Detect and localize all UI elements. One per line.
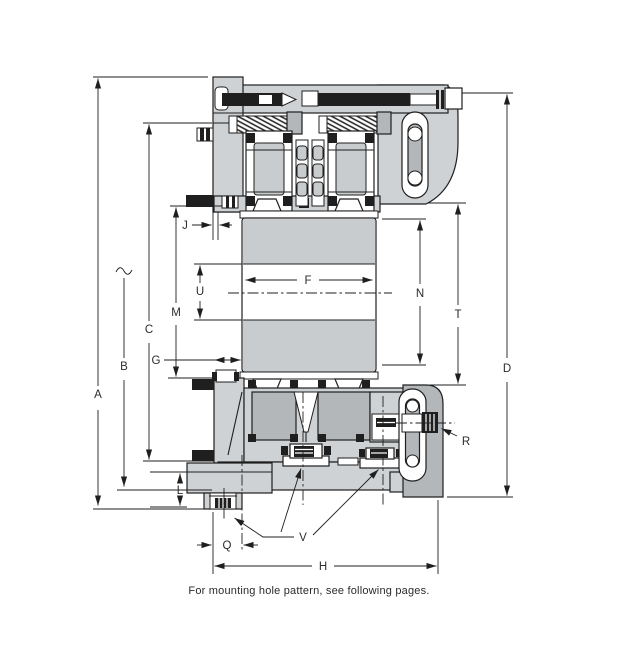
left-foot xyxy=(187,463,272,509)
dim-label-G: G xyxy=(151,355,161,367)
dim-D xyxy=(503,95,511,496)
dim-label-J: J xyxy=(182,220,188,232)
roll-section xyxy=(240,199,378,391)
dim-H xyxy=(215,561,437,573)
dim-J xyxy=(182,220,232,232)
dim-label-C: C xyxy=(144,324,154,336)
dim-label-L: L xyxy=(176,485,184,497)
dim-A xyxy=(94,79,102,506)
dim-label-H: H xyxy=(318,561,328,573)
dim-B xyxy=(116,268,132,487)
dim-label-M: M xyxy=(171,307,181,319)
dim-L xyxy=(177,474,184,506)
dim-T xyxy=(454,205,461,384)
upper-bearing-assembly xyxy=(186,77,462,212)
roll-lower-band xyxy=(243,320,375,371)
dim-label-D: D xyxy=(502,363,512,375)
dim-label-U: U xyxy=(195,286,205,298)
dim-label-T: T xyxy=(454,309,462,321)
dim-N xyxy=(416,221,424,364)
dim-G xyxy=(152,355,241,367)
dim-Q xyxy=(197,540,258,552)
roll-upper-band xyxy=(243,219,375,264)
dim-R xyxy=(442,429,471,449)
dim-U xyxy=(196,266,204,319)
bolt-head xyxy=(445,88,462,109)
dim-label-V: V xyxy=(299,532,307,544)
dim-label-N: N xyxy=(415,288,425,300)
flange-side-bolts xyxy=(186,128,213,207)
dim-C xyxy=(145,125,153,460)
break-symbol xyxy=(116,268,132,275)
dim-label-A: A xyxy=(94,389,102,401)
figure-caption: For mounting hole pattern, see following pages. xyxy=(188,585,430,597)
dim-label-R: R xyxy=(461,436,471,448)
dim-label-B: B xyxy=(120,361,128,373)
dim-M xyxy=(171,208,181,377)
dim-label-F: F xyxy=(304,275,312,287)
dim-label-Q: Q xyxy=(222,540,232,552)
